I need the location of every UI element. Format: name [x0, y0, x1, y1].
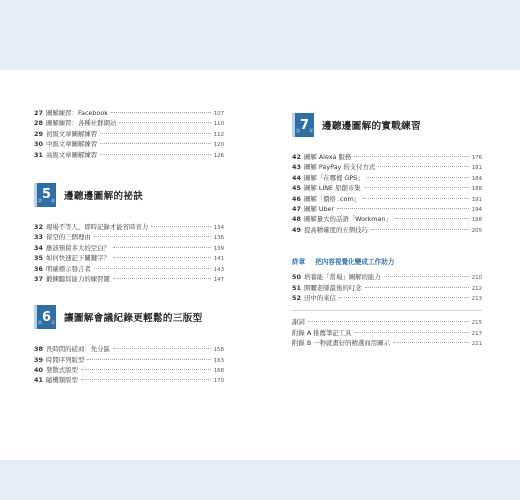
entry-number: 35	[34, 254, 43, 263]
entry-number: 27	[34, 109, 43, 117]
toc-entry[interactable]	[292, 225, 482, 235]
section-divider	[292, 310, 482, 311]
entry-number: 36	[34, 264, 43, 273]
toc-entry[interactable]	[34, 375, 224, 385]
toc-entry[interactable]	[292, 317, 482, 327]
leader-dots	[100, 133, 211, 134]
leader-dots	[371, 229, 469, 230]
entry-page: 170	[213, 378, 224, 385]
entry-title: 圖解練習：各種社群網站	[46, 119, 117, 128]
leader-dots	[365, 287, 469, 288]
entry-number: 39	[34, 355, 43, 364]
badge-suffix: 章	[309, 128, 313, 133]
entry-page: 205	[471, 227, 482, 234]
badge-number: 5	[41, 187, 52, 203]
entry-page: 191	[471, 196, 482, 203]
chapter-title: 讓圖解會議紀錄更輕鬆的三版型	[64, 313, 203, 325]
entry-page: 217	[471, 330, 482, 337]
leader-dots	[111, 112, 211, 113]
entry-page: 213	[471, 295, 482, 302]
badge-suffix: 章	[51, 320, 55, 326]
entry-number: 51	[292, 283, 301, 292]
entry-page: 194	[471, 206, 482, 213]
entry-page: 143	[213, 266, 224, 273]
chapter-number-badge	[34, 305, 56, 329]
leader-dots	[87, 359, 210, 360]
entry-number: 40	[34, 366, 43, 375]
entry-title: 應該預留多大的空白？	[46, 243, 110, 252]
entry-page: 176	[471, 155, 482, 161]
leader-dots	[81, 379, 211, 380]
entry-page: 158	[213, 347, 224, 354]
leader-dots	[308, 321, 469, 322]
toc-entry[interactable]	[292, 293, 482, 303]
leader-dots	[363, 198, 469, 199]
entry-title: 附錄 B 一秒就畫好的精選商用圖示	[292, 339, 390, 348]
entry-title: 鍛鍊聽寫能力的練習題	[46, 274, 110, 283]
toc-entry[interactable]	[34, 129, 224, 139]
entry-page: 212	[471, 285, 482, 292]
leader-dots	[94, 268, 211, 269]
chapter-5-heading[interactable]	[34, 182, 224, 208]
leader-dots	[364, 187, 469, 188]
entry-title: 中級文章圖解練習	[46, 140, 98, 149]
chapter-title: 邊聽邊圖解的實戰練習	[322, 121, 421, 132]
entry-title: 隨機類版型	[46, 376, 78, 385]
toc-entry[interactable]	[34, 150, 224, 160]
toc-entry[interactable]	[292, 272, 482, 282]
leader-dots	[354, 156, 468, 157]
leader-dots	[119, 122, 210, 123]
entry-title: 圖解 PayPay 的支付方式	[304, 163, 376, 172]
entry-number: 46	[292, 194, 301, 203]
leader-dots	[151, 226, 210, 227]
entry-title: 圖解練習：Facebook	[46, 109, 108, 117]
toc-entry[interactable]	[34, 118, 224, 128]
entry-page: 184	[471, 175, 482, 182]
leader-dots	[337, 208, 469, 209]
entry-number: 52	[292, 293, 301, 302]
leader-dots	[113, 257, 211, 258]
entry-number: 34	[34, 243, 43, 252]
entry-title: 圖解「在哪裡 GPS」	[304, 173, 364, 182]
entry-title: 高級文章圖解練習	[46, 150, 98, 159]
leader-dots	[339, 297, 469, 298]
leader-dots	[378, 166, 468, 167]
toc-entry[interactable]	[292, 162, 482, 172]
chapter-6-heading[interactable]	[34, 304, 224, 330]
entry-number: 33	[34, 233, 43, 242]
toc-entry[interactable]	[34, 274, 224, 284]
entry-page: 181	[471, 165, 482, 172]
entry-page: 134	[213, 224, 224, 231]
entry-title: 長時間的磋商：先分區	[46, 345, 110, 354]
toc-entry[interactable]	[34, 108, 224, 118]
toc-left-column	[34, 108, 224, 386]
toc-entry[interactable]	[34, 344, 224, 354]
leader-dots	[113, 278, 211, 279]
entry-number: 45	[292, 184, 301, 193]
entry-page: 107	[213, 111, 224, 117]
entry-title: 發散式版型	[46, 366, 78, 375]
entry-number: 37	[34, 274, 43, 283]
leader-dots	[113, 348, 211, 349]
epilogue-label: 終章	[292, 258, 306, 267]
entry-title: 培養能「當場」圖解的能力	[304, 273, 381, 282]
leader-dots	[384, 276, 469, 277]
toc-entry[interactable]	[292, 338, 482, 348]
leader-dots	[113, 247, 211, 248]
entry-page: 139	[213, 245, 224, 252]
leader-dots	[81, 369, 211, 370]
toc-entry[interactable]	[292, 152, 482, 162]
entry-title: 圖解量大的話語「Workman」	[304, 215, 392, 224]
toc-entry[interactable]	[292, 183, 482, 193]
entry-title: 留空的三個理由	[46, 233, 91, 242]
entry-title: 附錄 A 推薦筆記工具	[292, 328, 352, 337]
entry-title: 如何快速記下關鍵字？	[46, 254, 110, 263]
entry-number: 48	[292, 215, 301, 224]
toc-entry[interactable]	[34, 243, 224, 253]
entry-title: 圖解「價格 .com」	[304, 194, 361, 203]
entry-number: 28	[34, 119, 43, 128]
entry-title: 明確標示發言者	[46, 264, 91, 273]
entry-title: 提高精確度的五個技巧	[304, 225, 368, 234]
entry-number: 44	[292, 173, 301, 182]
entry-page: 168	[213, 368, 224, 375]
chapter-number-badge	[34, 183, 56, 207]
badge-prefix: 第	[38, 197, 42, 203]
toc-entry[interactable]	[292, 204, 482, 214]
entry-number: 50	[292, 273, 301, 282]
toc-entry[interactable]	[34, 253, 224, 263]
entry-title: 圖解 Alexa 服務	[304, 153, 352, 161]
entry-page: 110	[213, 121, 224, 128]
badge-suffix: 章	[51, 197, 55, 203]
entry-title: 圖解 LINE 原創市集	[304, 184, 361, 193]
toc-entry[interactable]	[292, 194, 482, 204]
leader-dots	[367, 177, 469, 178]
entry-number: 38	[34, 345, 43, 354]
chapter-title: 邊聽邊圖解的祕訣	[64, 190, 144, 202]
entry-page: 215	[471, 320, 482, 327]
toc-entry[interactable]	[292, 214, 482, 224]
entry-number: 31	[34, 150, 43, 159]
entry-number: 30	[34, 140, 43, 149]
entry-page: 126	[213, 152, 224, 159]
entry-title: 初級文章圖解練習	[46, 129, 98, 138]
toc-entry[interactable]	[34, 139, 224, 149]
entry-title: 時間序列版型	[46, 355, 85, 364]
entry-page: 210	[471, 275, 482, 282]
toc-entry[interactable]	[34, 222, 224, 232]
entry-page: 112	[213, 131, 224, 138]
entry-page: 221	[471, 341, 482, 348]
leader-dots	[100, 143, 211, 144]
entry-number: 32	[34, 222, 43, 231]
entry-page: 147	[213, 276, 224, 283]
toc-right-column	[292, 108, 482, 348]
entry-number: 41	[34, 376, 43, 385]
entry-page: 141	[213, 256, 224, 263]
toc-entry[interactable]	[34, 365, 224, 375]
toc-entry[interactable]	[34, 355, 224, 365]
entry-title: 謝詞	[292, 318, 305, 327]
toc-entry[interactable]	[292, 328, 482, 338]
toc-entry[interactable]	[34, 264, 224, 274]
entry-number: 42	[292, 153, 301, 161]
leader-dots	[94, 236, 211, 237]
entry-number: 43	[292, 163, 301, 172]
entry-title: 開曬老師最後的叮念	[304, 283, 362, 292]
entry-title: 田中的來信	[304, 293, 336, 302]
entry-title: 圖解 Uber	[304, 204, 335, 213]
badge-prefix: 第	[296, 128, 300, 133]
chapter-7-heading[interactable]	[292, 112, 482, 138]
badge-number: 6	[41, 309, 52, 325]
leader-dots	[395, 218, 469, 219]
entry-page: 136	[213, 235, 224, 242]
epilogue-title: 把內容視覺化變成工作助力	[315, 258, 395, 267]
entry-page: 163	[213, 357, 224, 364]
entry-page: 120	[213, 142, 224, 149]
entry-number: 29	[34, 129, 43, 138]
toc-entry[interactable]	[34, 232, 224, 242]
toc-entry[interactable]	[292, 173, 482, 183]
toc-entry[interactable]	[292, 283, 482, 293]
leader-dots	[393, 342, 469, 343]
entry-number: 49	[292, 225, 301, 234]
badge-number: 7	[299, 117, 310, 133]
entry-title: 現場不等人，即時記錄才能省時省力	[46, 222, 149, 231]
entry-page: 198	[471, 217, 482, 224]
chapter-number-badge	[292, 113, 314, 137]
badge-prefix: 第	[38, 320, 42, 326]
entry-number: 47	[292, 204, 301, 213]
leader-dots	[355, 332, 469, 333]
epilogue-heading[interactable]	[292, 255, 482, 267]
entry-page: 188	[471, 186, 482, 193]
leader-dots	[100, 154, 211, 155]
